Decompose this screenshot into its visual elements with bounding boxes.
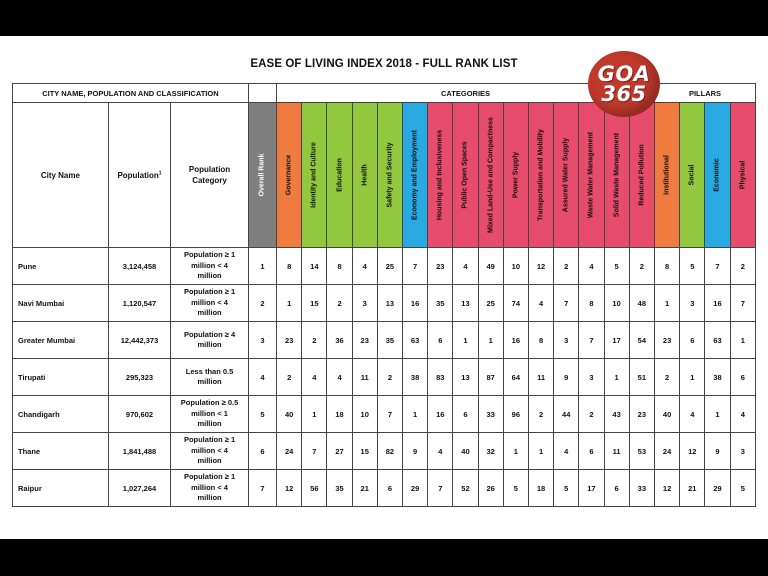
header-economic [705,103,730,248]
population-category-line: million [197,340,222,349]
rank-cell: 40 [655,396,680,433]
population-category-line: million < 4 [191,482,228,492]
rank-cell: 13 [453,359,478,396]
rank-table [12,83,756,507]
rank-cell: 4 [352,248,377,285]
population-cell: 295,323 [108,359,170,396]
rank-cell: 25 [478,285,503,322]
rank-cell: 5 [730,470,755,507]
rank-list-sheet [0,36,768,539]
rank-cell: 29 [705,470,730,507]
population-category-line: million [197,419,222,429]
rank-cell: 1 [730,322,755,359]
rank-cell: 9 [403,433,428,470]
header-city-name: City Name [13,103,109,248]
rank-cell: 6 [604,470,629,507]
rank-cell: 1 [302,396,327,433]
rank-cell: 1 [503,433,528,470]
rank-cell: 6 [377,470,402,507]
overall-rank-cell: 6 [248,433,276,470]
rank-cell: 64 [503,359,528,396]
population-category-cell [171,359,249,396]
header-education [327,103,352,248]
rank-cell: 7 [554,285,579,322]
rank-cell: 8 [579,285,604,322]
population-category-cell [171,248,249,285]
header-population: Population$^1$ [108,103,170,248]
rank-cell: 5 [554,470,579,507]
rank-cell: 33 [478,396,503,433]
rank-cell: 15 [302,285,327,322]
table-row [13,322,756,359]
rank-cell: 2 [554,248,579,285]
rank-cell: 2 [377,359,402,396]
rank-cell: 26 [478,470,503,507]
table-row [13,433,756,470]
rank-cell: 12 [528,248,553,285]
rank-cell: 7 [705,248,730,285]
rank-cell: 6 [428,322,453,359]
rank-cell: 8 [277,248,302,285]
header-label: Economy and Employment [411,130,419,220]
group-header-pillars: PILLARS [655,84,756,103]
population-category-cell [171,396,249,433]
rank-cell: 1 [403,396,428,433]
rank-cell: 53 [629,433,654,470]
header-identity-and-culture [302,103,327,248]
rank-cell: 48 [629,285,654,322]
rank-cell: 2 [579,396,604,433]
header-label: Power Supply [512,151,520,199]
column-header-row [13,103,756,248]
header-label: Reduced Pollution [638,144,646,206]
header-label: Mixed Land-Use and Compactness [487,117,495,233]
overall-rank-cell: 2 [248,285,276,322]
rank-cell: 16 [705,285,730,322]
rank-cell: 18 [327,396,352,433]
overall-rank-cell: 5 [248,396,276,433]
rank-cell: 4 [730,396,755,433]
population-category-line: Population ≥ 1 [183,435,236,445]
rank-cell: 27 [327,433,352,470]
rank-cell: 35 [428,285,453,322]
table-row [13,248,756,285]
rank-cell: 4 [302,359,327,396]
rank-cell: 21 [352,470,377,507]
population-category-line: million < 4 [191,297,228,307]
header-label: Overall Rank [258,153,266,197]
rank-cell: 23 [428,248,453,285]
header-mixed-land-use-and-compactness [478,103,503,248]
rank-cell: 11 [528,359,553,396]
population-category-cell [171,322,249,359]
rank-cell: 7 [302,433,327,470]
overall-rank-cell: 1 [248,248,276,285]
population-category-line: Less than 0.5 [185,366,234,376]
header-power-supply [503,103,528,248]
population-category-line: million < 4 [191,445,228,455]
header-reduced-pollution [629,103,654,248]
rank-cell: 24 [277,433,302,470]
rank-cell: 96 [503,396,528,433]
population-cell: 1,027,264 [108,470,170,507]
rank-cell: 52 [453,470,478,507]
city-name-cell: Tirupati [13,359,109,396]
city-name-cell: Greater Mumbai [13,322,109,359]
rank-cell: 32 [478,433,503,470]
rank-cell: 54 [629,322,654,359]
rank-cell: 36 [327,322,352,359]
rank-cell: 25 [377,248,402,285]
rank-cell: 5 [604,248,629,285]
header-label: Education [336,158,344,192]
rank-cell: 18 [528,470,553,507]
population-category-line: million < 4 [191,260,228,270]
rank-cell: 23 [352,322,377,359]
header-housing-and-inclusiveness [428,103,453,248]
rank-cell: 10 [503,248,528,285]
header-institutional [655,103,680,248]
rank-cell: 4 [554,433,579,470]
rank-cell: 1 [528,433,553,470]
header-label: Physical [739,160,747,190]
rank-cell: 7 [403,248,428,285]
rank-cell: 4 [680,396,705,433]
rank-cell: 4 [327,359,352,396]
population-category-line: Population ≥ 1 [183,472,236,482]
rank-cell: 8 [528,322,553,359]
population-cell: 1,841,488 [108,433,170,470]
header-label: Transportation and Mobility [537,129,545,221]
rank-cell: 13 [377,285,402,322]
rank-cell: 10 [604,285,629,322]
rank-cell: 87 [478,359,503,396]
rank-cell: 1 [277,285,302,322]
rank-cell: 74 [503,285,528,322]
rank-cell: 3 [579,359,604,396]
rank-cell: 11 [352,359,377,396]
header-label: Institutional [663,155,671,195]
rank-cell: 7 [377,396,402,433]
rank-cell: 7 [428,470,453,507]
population-category-line: Population ≥ 4 [183,329,236,339]
rank-cell: 2 [629,248,654,285]
rank-table-body [13,248,756,507]
rank-cell: 38 [705,359,730,396]
city-name-cell: Chandigarh [13,396,109,433]
rank-cell: 4 [428,433,453,470]
header-governance [277,103,302,248]
rank-cell: 82 [377,433,402,470]
rank-cell: 23 [629,396,654,433]
rank-cell: 56 [302,470,327,507]
rank-cell: 1 [705,396,730,433]
rank-cell: 15 [352,433,377,470]
rank-cell: 51 [629,359,654,396]
rank-cell: 16 [428,396,453,433]
rank-cell: 5 [503,470,528,507]
rank-cell: 9 [705,433,730,470]
city-name-cell: Raipur [13,470,109,507]
group-header-city: CITY NAME, POPULATION AND CLASSIFICATION [13,84,249,103]
rank-cell: 23 [655,322,680,359]
city-name-cell: Navi Mumbai [13,285,109,322]
rank-cell: 2 [327,285,352,322]
city-name-cell: Pune [13,248,109,285]
header-transportation-and-mobility [528,103,553,248]
population-category-line: million [197,456,222,466]
table-row [13,470,756,507]
population-cell: 970,602 [108,396,170,433]
overall-rank-cell: 7 [248,470,276,507]
header-label: Public Open Spaces [461,141,469,209]
header-label: Economic [713,158,721,192]
population-category-line: million [197,271,222,281]
population-category-line: Population ≥ 1 [183,250,236,260]
overall-rank-cell: 3 [248,322,276,359]
header-label: Assured Water Supply [562,137,570,213]
population-category-line: million [197,493,222,503]
rank-cell: 2 [528,396,553,433]
rank-cell: 3 [730,433,755,470]
city-name-cell: Thane [13,433,109,470]
rank-cell: 83 [428,359,453,396]
rank-cell: 35 [377,322,402,359]
header-health [352,103,377,248]
rank-cell: 11 [604,433,629,470]
header-physical [730,103,755,248]
header-social [680,103,705,248]
header-label: Housing and Inclusiveness [436,129,444,221]
header-safety-and-security [377,103,402,248]
group-header-blank [248,84,276,103]
rank-cell: 4 [528,285,553,322]
population-cell: 1,120,547 [108,285,170,322]
rank-cell: 3 [680,285,705,322]
rank-cell: 12 [680,433,705,470]
rank-cell: 14 [302,248,327,285]
rank-cell: 10 [352,396,377,433]
rank-cell: 12 [277,470,302,507]
rank-cell: 2 [655,359,680,396]
rank-cell: 3 [554,322,579,359]
rank-cell: 3 [352,285,377,322]
rank-cell: 49 [478,248,503,285]
header-label: Solid Waste Management [613,132,621,218]
rank-cell: 7 [730,285,755,322]
population-category-cell [171,470,249,507]
rank-cell: 16 [403,285,428,322]
population-cell: 12,442,373 [108,322,170,359]
rank-cell: 4 [579,248,604,285]
rank-cell: 6 [730,359,755,396]
rank-cell: 40 [453,433,478,470]
table-row [13,396,756,433]
rank-cell: 1 [478,322,503,359]
rank-cell: 21 [680,470,705,507]
rank-cell: 2 [302,322,327,359]
overall-rank-cell: 4 [248,359,276,396]
header-waste-water-management [579,103,604,248]
rank-cell: 6 [579,433,604,470]
rank-cell: 5 [680,248,705,285]
rank-cell: 29 [403,470,428,507]
header-label: Waste Water Management [587,131,595,219]
population-category-line: million < 1 [191,408,228,418]
goa365-logo: GOA 365 [588,51,660,117]
population-category-line: Population ≥ 0.5 [180,398,239,408]
rank-cell: 38 [403,359,428,396]
rank-cell: 17 [604,322,629,359]
header-overall-rank [248,103,276,248]
rank-cell: 13 [453,285,478,322]
header-label: Safety and Security [386,142,394,208]
rank-cell: 1 [604,359,629,396]
header-public-open-spaces [453,103,478,248]
rank-cell: 63 [403,322,428,359]
population-category-line: million [197,308,222,318]
table-row [13,359,756,396]
group-header-categories: CATEGORIES [277,84,655,103]
rank-cell: 12 [655,470,680,507]
rank-cell: 17 [579,470,604,507]
header-population-category: Population Category [171,103,249,248]
rank-cell: 24 [655,433,680,470]
population-cell: 3,124,458 [108,248,170,285]
header-label: Governance [285,154,293,196]
rank-cell: 33 [629,470,654,507]
population-category-cell [171,285,249,322]
rank-cell: 1 [453,322,478,359]
rank-cell: 6 [680,322,705,359]
rank-cell: 6 [453,396,478,433]
rank-cell: 44 [554,396,579,433]
rank-cell: 23 [277,322,302,359]
header-assured-water-supply [554,103,579,248]
header-label: Health [361,164,369,186]
rank-cell: 63 [705,322,730,359]
rank-cell: 43 [604,396,629,433]
rank-cell: 16 [503,322,528,359]
population-category-line: million [197,377,222,386]
rank-cell: 1 [680,359,705,396]
rank-cell: 40 [277,396,302,433]
header-economy-and-employment [403,103,428,248]
rank-cell: 4 [453,248,478,285]
table-row [13,285,756,322]
rank-cell: 8 [327,248,352,285]
header-solid-waste-management [604,103,629,248]
rank-cell: 7 [579,322,604,359]
rank-cell: 2 [277,359,302,396]
population-category-line: Population ≥ 1 [183,287,236,297]
rank-cell: 35 [327,470,352,507]
rank-cell: 1 [655,285,680,322]
header-label: Identity and Culture [310,142,318,208]
header-label: Social [688,164,696,186]
rank-cell: 2 [730,248,755,285]
rank-cell: 9 [554,359,579,396]
rank-cell: 8 [655,248,680,285]
page-title: EASE OF LIVING INDEX 2018 - FULL RANK LIST [250,58,518,70]
population-category-cell [171,433,249,470]
